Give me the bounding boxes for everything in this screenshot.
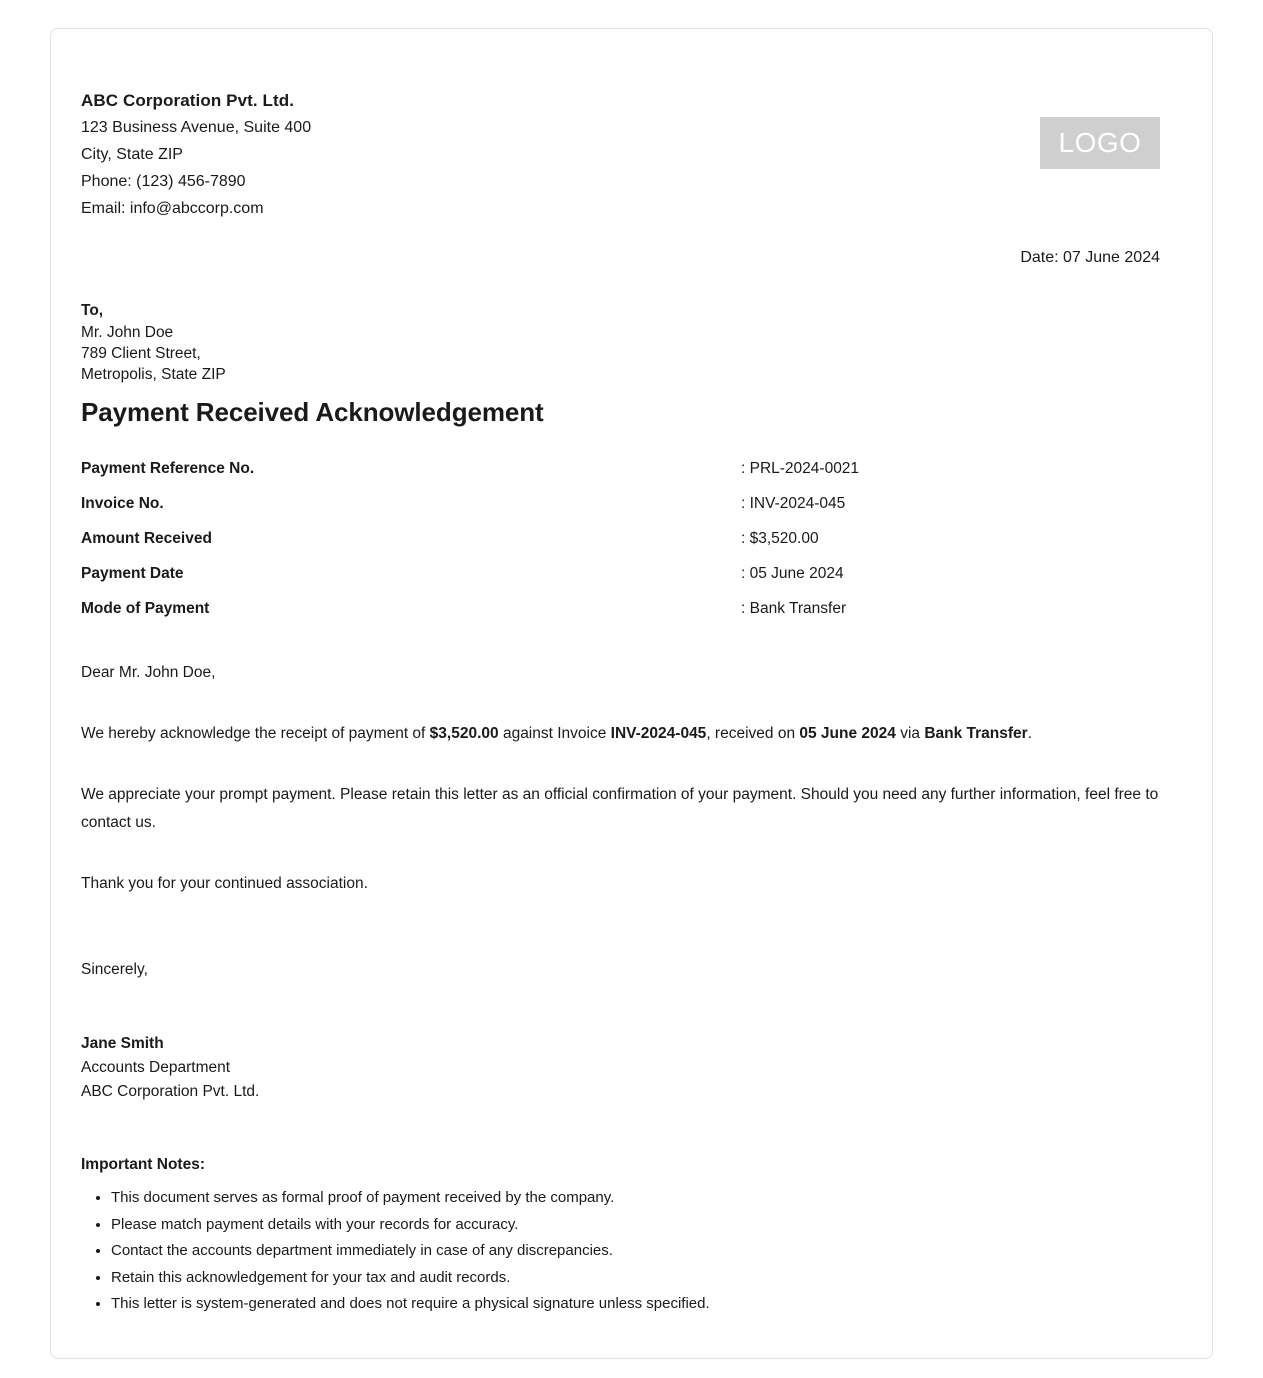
notes-list: [81, 1185, 1160, 1317]
list-item: • This letter is system-generated and does not require a physical signature unless specified.: [111, 1291, 1160, 1317]
letterhead: [81, 87, 1160, 222]
letter-date: Date: 07 June 2024: [1020, 249, 1160, 266]
list-item: • This document serves as formal proof of payment received by the company.: [111, 1185, 1160, 1211]
company-email: Email: info@abccorp.com: [81, 200, 264, 217]
ack-payment-mode: Bank Transfer: [924, 725, 1028, 742]
ack-invoice-no: INV-2024-045: [610, 725, 707, 742]
table-row: [81, 600, 1160, 635]
ack-text-3: , received on: [706, 725, 800, 742]
letter-page: [50, 28, 1213, 1359]
ack-text-4: via: [895, 725, 925, 742]
salutation: Dear Mr. John Doe,: [81, 664, 216, 681]
detail-value: : 05 June 2024: [741, 565, 844, 582]
detail-value: : INV-2024-045: [741, 495, 846, 512]
signer-company: ABC Corporation Pvt. Ltd.: [81, 1083, 260, 1100]
acknowledgement-paragraph: [81, 720, 1160, 748]
company-logo-placeholder: LOGO: [1040, 117, 1160, 169]
recipient-block: [81, 300, 1160, 385]
table-row: [81, 495, 1160, 530]
company-address-line2: City, State ZIP: [81, 146, 183, 163]
list-item: • Retain this acknowledgement for your tax and audit records.: [111, 1265, 1160, 1291]
recipient-name: Mr. John Doe: [81, 324, 174, 341]
letter-content: [81, 87, 1160, 1317]
important-notes: [81, 1156, 1160, 1317]
detail-value: : PRL-2024-0021: [741, 460, 860, 477]
ack-text-2: against Invoice: [498, 725, 611, 742]
table-row: [81, 530, 1160, 565]
detail-label: Payment Reference No.: [81, 460, 255, 477]
company-name: ABC Corporation Pvt. Ltd.: [81, 91, 295, 110]
company-phone: Phone: (123) 456-7890: [81, 173, 246, 190]
ack-text-1: We hereby acknowledge the receipt of payment of: [81, 725, 430, 742]
list-item: • Contact the accounts department immediately in case of any discrepancies.: [111, 1238, 1160, 1264]
table-row: [81, 565, 1160, 600]
detail-label: Amount Received: [81, 530, 212, 547]
detail-value: : Bank Transfer: [741, 600, 847, 617]
closing-line: Sincerely,: [81, 961, 148, 978]
detail-label: Mode of Payment: [81, 600, 210, 617]
detail-label: Invoice No.: [81, 495, 164, 512]
appreciation-paragraph: We appreciate your prompt payment. Please retain this letter as an official confirmation of your payment. Should you need any further information, feel free to contact us.: [81, 786, 1159, 831]
company-address-line1: 123 Business Avenue, Suite 400: [81, 119, 312, 136]
page-title: Payment Received Acknowledgement: [81, 397, 544, 427]
recipient-address-line2: Metropolis, State ZIP: [81, 366, 226, 383]
table-row: [81, 460, 1160, 495]
thanks-paragraph: Thank you for your continued association.: [81, 875, 368, 892]
signature-block: [81, 958, 1160, 1104]
list-item: • Please match payment details with your records for accuracy.: [111, 1212, 1160, 1238]
ack-payment-date: 05 June 2024: [799, 725, 896, 742]
signer-department: Accounts Department: [81, 1059, 231, 1076]
ack-amount: $3,520.00: [429, 725, 499, 742]
ack-text-5: .: [1027, 725, 1033, 742]
payment-details-table: [81, 460, 1160, 635]
notes-title: Important Notes:: [81, 1156, 205, 1173]
signer-name: Jane Smith: [81, 1035, 164, 1052]
detail-label: Payment Date: [81, 565, 184, 582]
detail-value: : $3,520.00: [741, 530, 819, 547]
recipient-address-line1: 789 Client Street,: [81, 345, 201, 362]
recipient-to-label: To,: [81, 302, 104, 319]
letter-body: [81, 659, 1160, 898]
